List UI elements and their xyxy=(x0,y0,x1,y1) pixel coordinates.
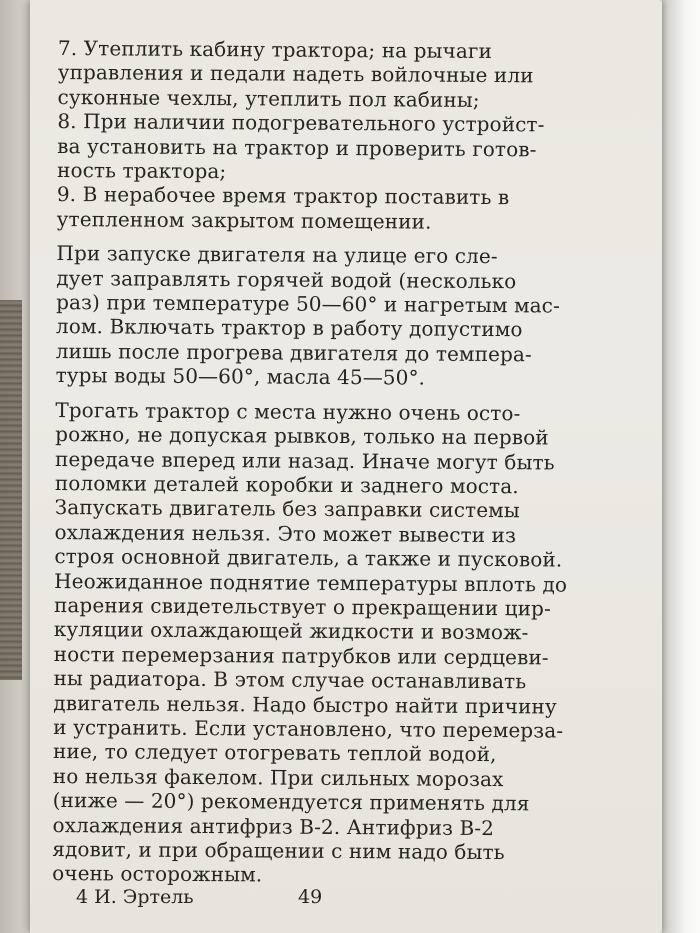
page-body-text xyxy=(52,36,568,889)
text-line: Трогать трактор с места нужно очень осто- xyxy=(55,397,521,425)
text-line: Запускать двигатель без заправки системы xyxy=(54,495,520,523)
text-line: утепленном закрытом помещении. xyxy=(56,206,432,234)
text-line: дует заправлять горячей водой (несколько xyxy=(56,265,517,293)
paragraph xyxy=(52,397,568,890)
text-line: ны радиатора. В этом случае останавливать xyxy=(53,666,527,694)
text-line: поломки деталей коробки и заднего моста. xyxy=(54,470,519,499)
text-line: лишь после прогрева двигателя до темпера- xyxy=(55,338,532,367)
text-line: но нельзя факелом. При сильных морозах xyxy=(52,763,504,791)
text-line: (ниже — 20°) рекомендуется применять для xyxy=(52,788,530,816)
text-line: рожно, не допуская рывков, только на первой xyxy=(55,422,549,450)
printer-signature: 4 И. Эртель xyxy=(76,886,194,908)
text-line: парения свидетельствует о прекращении цир- xyxy=(53,592,551,621)
text-line: суконные чехлы, утеплить пол кабины; xyxy=(57,84,480,112)
text-line: лом. Включать трактор в работу допустимо xyxy=(55,314,523,342)
text-line: и устранить. Если установлено, что перемерза- xyxy=(53,714,564,743)
paragraph xyxy=(57,109,557,186)
text-line: 7. Утеплить кабину трактора; на рычаги xyxy=(57,36,493,64)
paragraph xyxy=(55,241,560,391)
text-line: ядовит, и при обращении с ним надо быть xyxy=(52,836,505,865)
text-line: Неожиданное поднятие температуры вплоть до xyxy=(54,568,568,597)
page-footer xyxy=(76,886,556,912)
text-line: ность трактора; xyxy=(56,158,227,184)
text-line: передаче вперед или назад. Иначе могут быть xyxy=(54,446,555,474)
paragraph xyxy=(57,182,557,234)
text-line: 8. При наличии подогревательного устройст- xyxy=(57,109,545,137)
text-line: охлаждения антифриз В-2. Антифриз В-2 xyxy=(52,812,495,840)
text-line: ности перемерзания патрубков или сердцеви- xyxy=(53,641,549,670)
text-line: ва установить на трактор и проверить готов- xyxy=(57,133,537,161)
book-binding xyxy=(0,300,22,680)
text-line: При запуске двигателя на улице его сле- xyxy=(56,241,498,269)
text-line: раз) при температуре 50—60° и нагретым мас- xyxy=(56,290,560,318)
text-line: ние, то следует отогревать теплой водой, xyxy=(52,739,497,767)
right-backdrop xyxy=(662,0,700,933)
text-line: куляции охлаждающей жидкости и возмож- xyxy=(53,617,529,645)
text-line: двигатель нельзя. Надо быстро найти причину xyxy=(53,690,557,719)
text-line: 9. В нерабочее время трактор поставить в xyxy=(56,182,510,210)
text-line: туры воды 50—60°, масла 45—50°. xyxy=(55,363,426,390)
text-line: строя основной двигатель, а также и пусковой. xyxy=(54,544,563,572)
text-line: охлаждения нельзя. Это может вывести из xyxy=(54,519,517,547)
page-number: 49 xyxy=(298,886,323,908)
text-line: управления и педали надеть войлочные или xyxy=(57,60,534,88)
paragraph xyxy=(57,36,557,113)
text-line: очень осторожным. xyxy=(52,861,263,887)
